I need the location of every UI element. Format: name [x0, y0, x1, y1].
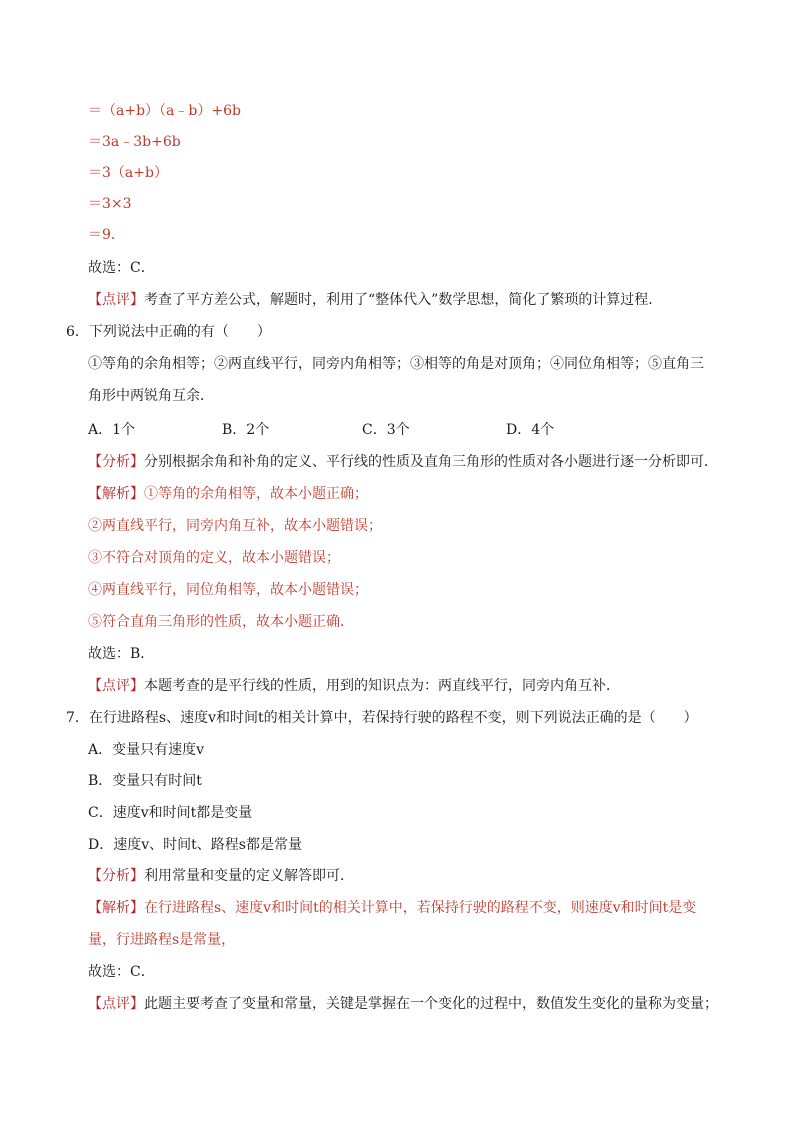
question-7-stem: 7．在行进路程s、速度v和时间t的相关计算中，若保持行驶的路程不变，则下列说法正确的是（ ）	[66, 710, 698, 726]
solution-tag: 【解析】	[88, 900, 144, 916]
comment-text: 考查了平方差公式，解题时，利用了“整体代入”数学思想，简化了繁琐的计算过程．	[144, 292, 663, 308]
answer-choice-line: 故选：C．	[88, 964, 155, 980]
option-b: B．2个	[222, 422, 270, 438]
question-6-statements: ①等角的余角相等；②两直线平行，同旁内角相等；③相等的角是对顶角；④同位角相等；⑤直角三	[88, 356, 704, 372]
comment-text: 本题考查的是平行线的性质，用到的知识点为：两直线平行，同旁内角互补．	[144, 678, 620, 694]
analysis-line	[88, 452, 718, 472]
comment-line	[88, 994, 718, 1014]
comment-tag: 【点评】	[88, 996, 144, 1012]
analysis-tag: 【分析】	[88, 454, 144, 470]
question-6-stem: 6．下列说法中正确的有（ ）	[66, 324, 271, 340]
analysis-text: 分别根据余角和补角的定义、平行线的性质及直角三角形的性质对各小题进行逐一分析即可．	[144, 454, 718, 470]
question-6-statements-cont: 角形中两锐角互余．	[88, 388, 214, 404]
analysis-text: 利用常量和变量的定义解答即可．	[144, 868, 354, 884]
solution-line: ④两直线平行，同位角相等，故本小题错误；	[88, 582, 368, 598]
solution-step: ＝（a+b）（a﹣b）+6b	[88, 103, 241, 119]
comment-tag: 【点评】	[88, 678, 144, 694]
question-6-options	[88, 420, 554, 440]
analysis-tag: 【分析】	[88, 868, 144, 884]
comment-line	[88, 676, 620, 696]
option-d: D．速度v、时间t、路程s都是常量	[88, 837, 302, 853]
analysis-line	[88, 866, 354, 886]
solution-step: ＝9．	[88, 227, 125, 243]
option-a: A．1个	[88, 422, 136, 438]
solution-line: ③不符合对顶角的定义，故本小题错误；	[88, 550, 340, 566]
solution-line: ②两直线平行，同旁内角互补，故本小题错误；	[88, 518, 382, 534]
solution-text: 在行进路程s、速度v和时间t的相关计算中，若保持行驶的路程不变，则速度v和时间t是变	[144, 900, 697, 916]
solution-step: ＝3×3	[88, 196, 132, 212]
solution-tag: 【解析】	[88, 486, 144, 502]
solution-step: ＝3（a+b）	[88, 165, 168, 181]
solution-step: ＝3a﹣3b+6b	[88, 134, 181, 150]
option-c: C．速度v和时间t都是变量	[88, 805, 253, 821]
comment-text: 此题主要考查了变量和常量，关键是掌握在一个变化的过程中，数值发生变化的量称为变量；	[144, 996, 718, 1012]
comment-line	[88, 290, 662, 310]
answer-choice-line: 故选：C．	[88, 260, 155, 276]
solution-line	[88, 898, 696, 918]
option-c: C．3个	[362, 422, 410, 438]
solution-line	[88, 484, 368, 504]
option-d: D．4个	[506, 422, 555, 438]
solution-text: ①等角的余角相等，故本小题正确；	[144, 486, 368, 502]
option-b: B．变量只有时间t	[88, 773, 202, 789]
answer-choice-line: 故选：B．	[88, 646, 155, 662]
solution-line: ⑤符合直角三角形的性质，故本小题正确．	[88, 614, 354, 630]
option-a: A．变量只有速度v	[88, 742, 205, 758]
comment-tag: 【点评】	[88, 292, 144, 308]
solution-line: 量，行进路程s是常量，	[88, 932, 236, 948]
